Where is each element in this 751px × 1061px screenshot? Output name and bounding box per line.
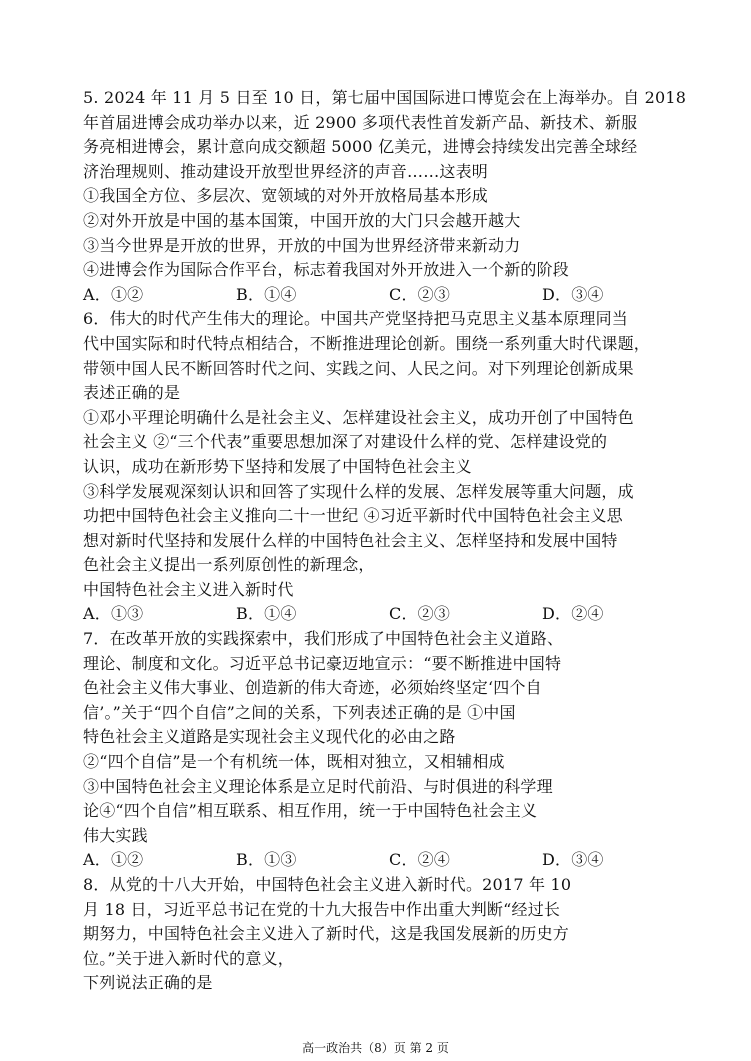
question-6-stem-line: 表述正确的是 xyxy=(83,383,181,403)
question-5-item: ②对外开放是中国的基本国策，中国开放的大门只会越开越大 xyxy=(83,210,521,230)
question-7-stem-line: ③中国特色社会主义理论体系是立足时代前沿、与时俱进的科学理 xyxy=(83,776,553,796)
option-b: B．①③ xyxy=(236,850,297,870)
question-6-item: 色社会主义提出一系列原创性的新理念， xyxy=(83,555,375,575)
option-a: A．①② xyxy=(83,284,144,304)
question-5-stem-line: 5. 2024 年 11 月 5 日至 10 日，第七届中国国际进口博览会在上海举办。自 2018 xyxy=(83,88,687,107)
question-5-stem-line: 济治理规则、推动建设开放型世界经济的声音……这表明 xyxy=(83,161,489,181)
question-7-stem-line: 信’。”关于“四个自信”之间的关系，下列表述正确的是 ①中国 xyxy=(83,702,516,722)
question-7-stem-line: 7．在改革开放的实践探索中，我们形成了中国特色社会主义道路、 xyxy=(83,629,564,649)
question-6-item: 中国特色社会主义进入新时代 xyxy=(83,579,294,599)
question-7-stem-line: 特色社会主义道路是实现社会主义现代化的必由之路 xyxy=(83,727,456,747)
option-a: A．①② xyxy=(83,850,144,870)
question-6-stem-line: 6．伟大的时代产生伟大的理论。中国共产党坚持把马克思主义基本原理同当 xyxy=(83,309,628,329)
question-6-stem-line: 带领中国人民不断回答时代之问、实践之问、人民之问。对下列理论创新成果 xyxy=(83,358,634,378)
question-8-stem-line: 8．从党的十八大开始，中国特色社会主义进入新时代。2017 年 10 xyxy=(83,875,572,894)
question-5-stem-line: 务亮相进博会，累计意向成交额超 5000 亿美元，进博会持续发出完善全球经 xyxy=(83,137,638,157)
question-7-stem-line: 论④“四个自信”相互联系、相互作用，统一于中国特色社会主义 xyxy=(83,801,538,821)
question-6-item: ①邓小平理论明确什么是社会主义、怎样建设社会主义，成功开创了中国特色 xyxy=(83,407,634,427)
option-d: D．③④ xyxy=(542,284,604,304)
question-8-stem-line: 月 18 日，习近平总书记在党的十九大报告中作出重大判断“经过长 xyxy=(83,899,561,919)
option-c: C．②③ xyxy=(389,284,451,304)
question-5-item: ①我国全方位、多层次、宽领域的对外开放格局基本形成 xyxy=(83,186,489,206)
question-8-stem-line: 位。”关于进入新时代的意义， xyxy=(83,948,294,968)
page-footer: 高一政治共（8）页 第 2 页 xyxy=(302,1041,449,1055)
option-d: D．③④ xyxy=(542,850,604,870)
page-content xyxy=(83,86,687,996)
question-7-stem-line: 伟大实践 xyxy=(83,825,148,845)
question-6-item: ③科学发展观深刻认识和回答了实现什么样的发展、怎样发展等重大问题，成 xyxy=(83,481,634,501)
option-c: C．②④ xyxy=(389,850,451,870)
option-d: D．②④ xyxy=(542,604,604,624)
question-8-stem-line: 下列说法正确的是 xyxy=(83,973,213,993)
question-7-stem-line: 理论、制度和文化。习近平总书记豪迈地宣示：“要不断推进中国特 xyxy=(83,653,562,673)
option-a: A．①③ xyxy=(83,604,144,624)
question-5-item: ③当今世界是开放的世界，开放的中国为世界经济带来新动力 xyxy=(83,235,521,255)
question-7-stem-line: ②“四个自信”是一个有机统一体，既相对独立，又相辅相成 xyxy=(83,752,505,772)
question-5-options xyxy=(83,283,673,308)
question-6-options xyxy=(83,602,673,627)
question-8-stem-line: 期努力，中国特色社会主义进入了新时代，这是我国发展新的历史方 xyxy=(83,924,570,944)
question-6 xyxy=(83,307,673,627)
question-5-stem-line: 年首届进博会成功举办以来，近 2900 多项代表性首发新产品、新技术、新服 xyxy=(83,112,638,132)
question-6-stem-line: 代中国实际和时代特点相结合，不断推进理论创新。围绕一系列重大时代课题， xyxy=(83,333,651,353)
option-b: B．①④ xyxy=(236,604,297,624)
question-5-item: ④进博会作为国际合作平台，标志着我国对外开放进入一个新的阶段 xyxy=(83,260,570,280)
question-5 xyxy=(83,86,687,307)
question-6-item: 社会主义 ②“三个代表”重要思想加深了对建设什么样的党、怎样建设党的 xyxy=(83,432,608,452)
question-7-options xyxy=(83,848,673,873)
question-6-item: 功把中国特色社会主义推向二十一世纪 ④习近平新时代中国特色社会主义思 xyxy=(83,506,623,526)
option-c: C．②③ xyxy=(389,604,451,624)
question-6-item: 想对新时代坚持和发展什么样的中国特色社会主义、怎样坚持和发展中国特 xyxy=(83,530,618,550)
question-8 xyxy=(83,873,673,996)
question-6-item: 认识，成功在新形势下坚持和发展了中国特色社会主义 xyxy=(83,456,472,476)
question-7 xyxy=(83,627,673,873)
question-7-stem-line: 色社会主义伟大事业、创造新的伟大奇迹，必须始终坚定‘四个自 xyxy=(83,678,542,698)
option-b: B．①④ xyxy=(236,284,297,304)
